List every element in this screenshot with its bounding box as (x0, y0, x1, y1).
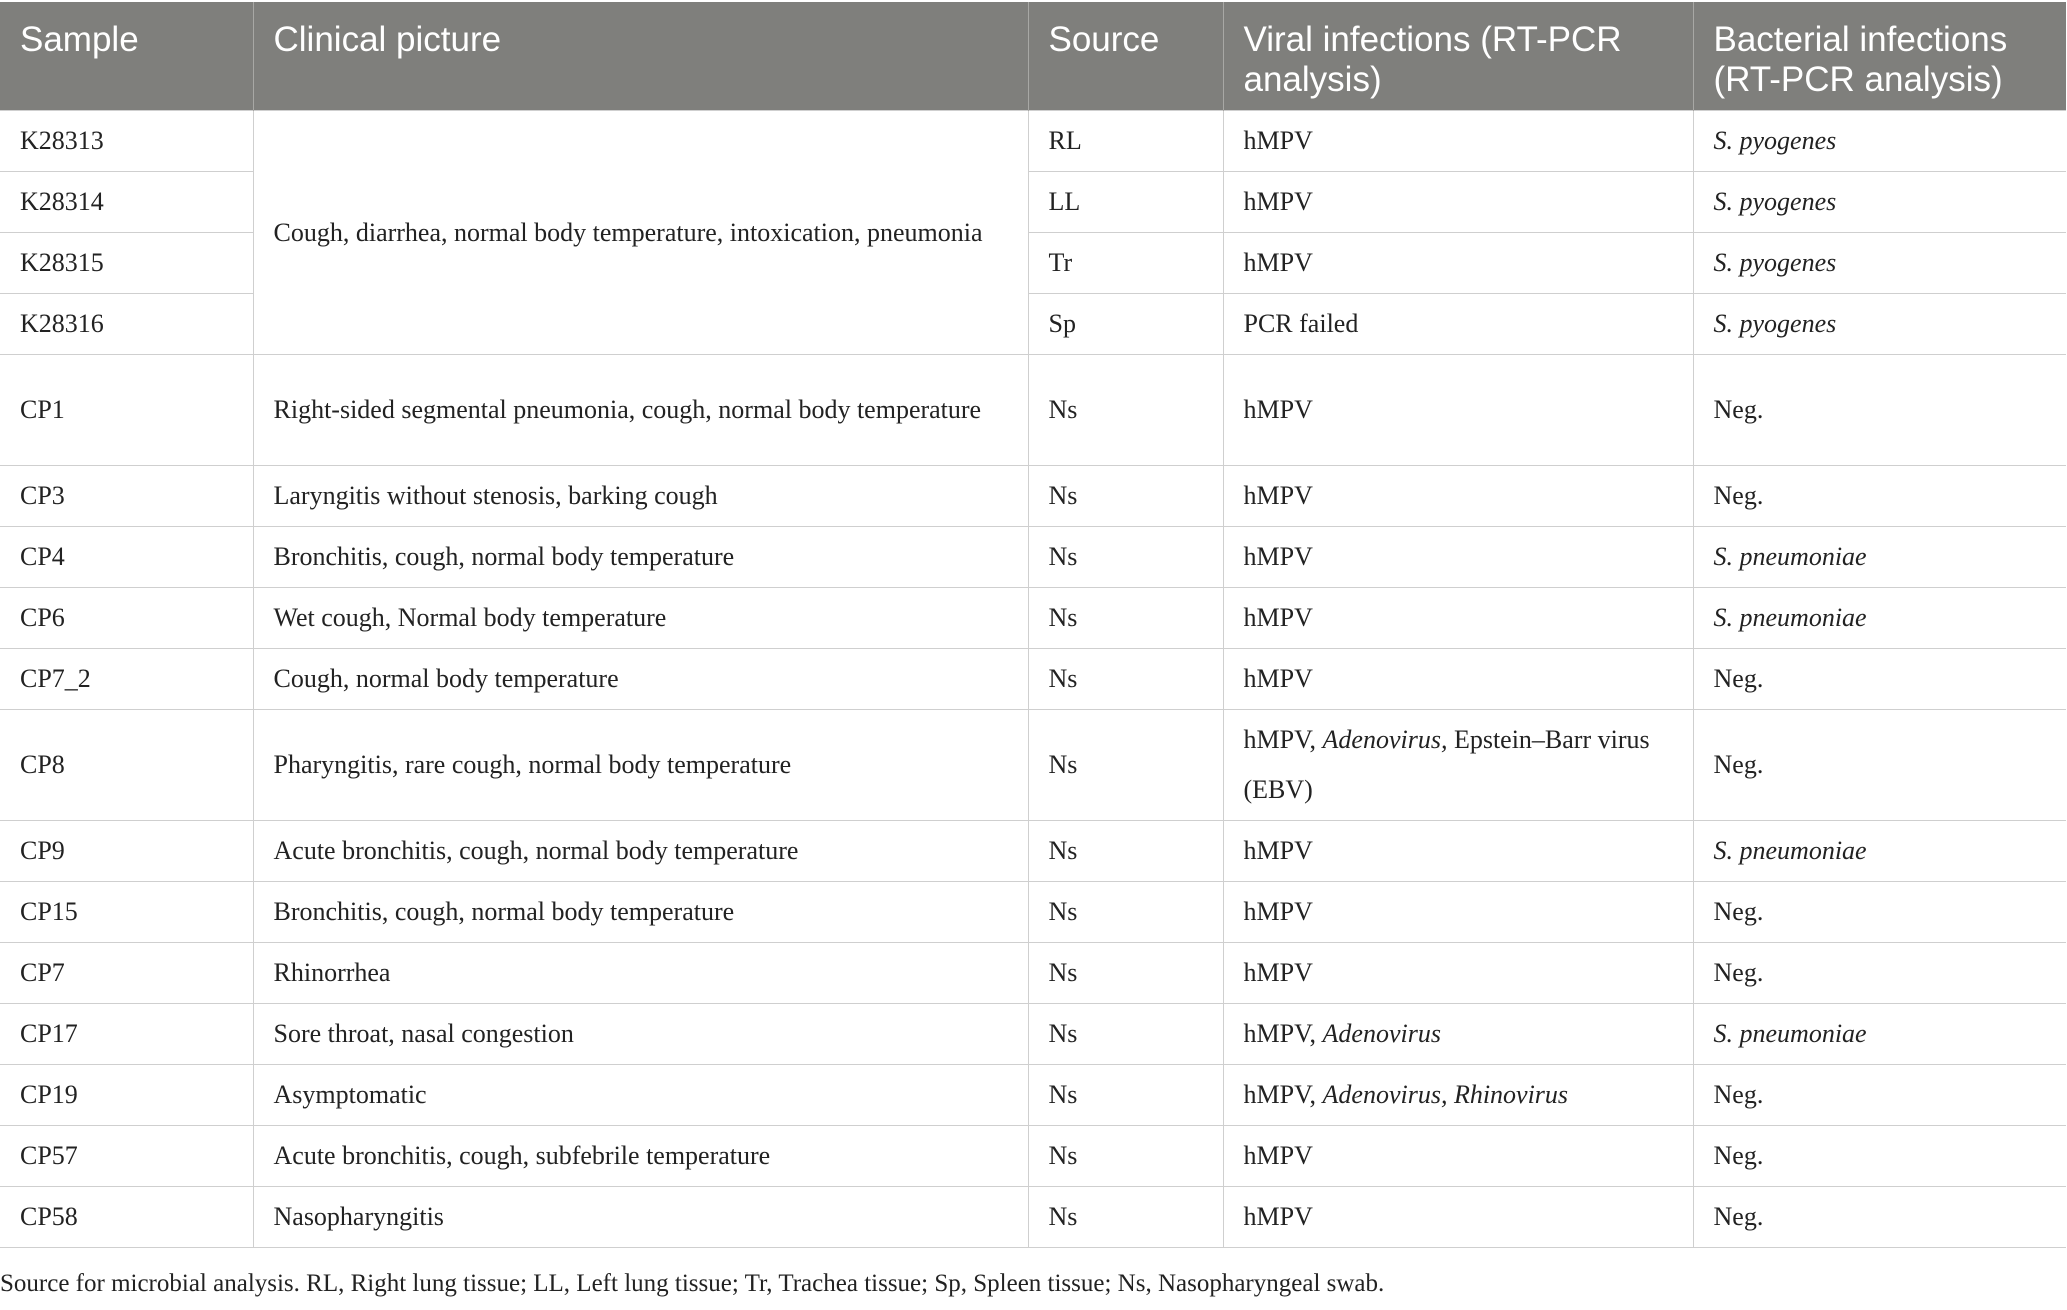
cell-bacterial: S. pyogenes (1693, 294, 2066, 355)
cell-source: Sp (1028, 294, 1223, 355)
viral-text-italic: Adenovirus, (1322, 725, 1448, 754)
cell-viral: hMPV (1223, 172, 1693, 233)
header-row (0, 2, 2066, 111)
table-row (0, 355, 2066, 466)
cell-sample: CP8 (0, 710, 253, 821)
cell-bacterial: S. pneumoniae (1693, 588, 2066, 649)
cell-source: LL (1028, 172, 1223, 233)
viral-text: hMPV, (1243, 1019, 1323, 1048)
cell-viral: PCR failed (1223, 294, 1693, 355)
cell-sample: CP7 (0, 943, 253, 1004)
cell-sample: K28314 (0, 172, 253, 233)
cell-sample: CP15 (0, 882, 253, 943)
cell-source: Ns (1028, 466, 1223, 527)
cell-viral: hMPV (1223, 882, 1693, 943)
header-bacterial-infections: Bacterial infections (RT-PCR analysis) (1693, 2, 2066, 111)
cell-clinical-picture-merged: Cough, diarrhea, normal body temperature, intoxication, pneumonia (253, 111, 1028, 355)
cell-bacterial: Neg. (1693, 943, 2066, 1004)
cell-source: Ns (1028, 588, 1223, 649)
cell-clinical-picture: Cough, normal body temperature (253, 649, 1028, 710)
table-row (0, 1187, 2066, 1248)
cell-bacterial: Neg. (1693, 1126, 2066, 1187)
cell-clinical-picture: Nasopharyngitis (253, 1187, 1028, 1248)
cell-viral: hMPV (1223, 821, 1693, 882)
cell-sample: CP6 (0, 588, 253, 649)
cell-bacterial: S. pneumoniae (1693, 1004, 2066, 1065)
viral-text-italic: Adenovirus, Rhinovirus (1322, 1080, 1569, 1109)
cell-source: RL (1028, 111, 1223, 172)
cell-source: Ns (1028, 1187, 1223, 1248)
cell-viral: hMPV (1223, 1187, 1693, 1248)
cell-clinical-picture: Asymptomatic (253, 1065, 1028, 1126)
cell-sample: CP4 (0, 527, 253, 588)
cell-source: Ns (1028, 1065, 1223, 1126)
cell-sample: CP58 (0, 1187, 253, 1248)
cell-source: Tr (1028, 233, 1223, 294)
cell-bacterial: Neg. (1693, 710, 2066, 821)
cell-viral: hMPV (1223, 588, 1693, 649)
cell-clinical-picture: Bronchitis, cough, normal body temperature (253, 882, 1028, 943)
table-row (0, 1126, 2066, 1187)
cell-sample: K28316 (0, 294, 253, 355)
table-footnote: Source for microbial analysis. RL, Right lung tissue; LL, Left lung tissue; Tr, Trachea tissue; Sp, Spleen tissue; Ns, Nasopharyngeal swab. (0, 1270, 1385, 1297)
cell-viral (1223, 710, 1693, 821)
cell-clinical-picture: Rhinorrhea (253, 943, 1028, 1004)
cell-viral: hMPV (1223, 527, 1693, 588)
cell-bacterial: S. pneumoniae (1693, 527, 2066, 588)
data-table (0, 2, 2066, 1248)
table-row (0, 710, 2066, 821)
viral-text-italic: Adenovirus (1322, 1019, 1441, 1048)
cell-viral: hMPV (1223, 466, 1693, 527)
table-row (0, 943, 2066, 1004)
cell-source: Ns (1028, 710, 1223, 821)
cell-viral: hMPV (1223, 943, 1693, 1004)
cell-clinical-picture: Acute bronchitis, cough, subfebrile temperature (253, 1126, 1028, 1187)
viral-text: Epstein–Barr virus (EBV) (1243, 725, 1650, 804)
cell-sample: CP1 (0, 355, 253, 466)
cell-clinical-picture: Bronchitis, cough, normal body temperature (253, 527, 1028, 588)
viral-text: hMPV, (1243, 725, 1323, 754)
cell-source: Ns (1028, 882, 1223, 943)
cell-bacterial: S. pyogenes (1693, 172, 2066, 233)
cell-viral: hMPV (1223, 111, 1693, 172)
table-row (0, 882, 2066, 943)
table-row (0, 1065, 2066, 1126)
cell-bacterial: Neg. (1693, 355, 2066, 466)
cell-clinical-picture: Wet cough, Normal body temperature (253, 588, 1028, 649)
cell-source: Ns (1028, 1004, 1223, 1065)
cell-bacterial: Neg. (1693, 882, 2066, 943)
cell-clinical-picture: Pharyngitis, rare cough, normal body temperature (253, 710, 1028, 821)
table-row (0, 111, 2066, 172)
cell-source: Ns (1028, 943, 1223, 1004)
cell-sample: CP7_2 (0, 649, 253, 710)
cell-bacterial: Neg. (1693, 1187, 2066, 1248)
cell-clinical-picture: Acute bronchitis, cough, normal body temperature (253, 821, 1028, 882)
table-row (0, 1004, 2066, 1065)
cell-source: Ns (1028, 527, 1223, 588)
cell-sample: CP9 (0, 821, 253, 882)
cell-viral: hMPV (1223, 1126, 1693, 1187)
cell-bacterial: Neg. (1693, 466, 2066, 527)
viral-text: hMPV, (1243, 1080, 1323, 1109)
cell-viral (1223, 1004, 1693, 1065)
cell-viral: hMPV (1223, 649, 1693, 710)
table-row (0, 466, 2066, 527)
cell-clinical-picture: Laryngitis without stenosis, barking cough (253, 466, 1028, 527)
cell-viral (1223, 1065, 1693, 1126)
cell-viral: hMPV (1223, 355, 1693, 466)
cell-bacterial: S. pyogenes (1693, 233, 2066, 294)
cell-sample: CP19 (0, 1065, 253, 1126)
cell-bacterial: S. pyogenes (1693, 111, 2066, 172)
table-row (0, 649, 2066, 710)
header-clinical-picture: Clinical picture (253, 2, 1028, 111)
cell-bacterial: Neg. (1693, 649, 2066, 710)
cell-bacterial: Neg. (1693, 1065, 2066, 1126)
cell-clinical-picture: Sore throat, nasal congestion (253, 1004, 1028, 1065)
table-row (0, 527, 2066, 588)
header-source: Source (1028, 2, 1223, 111)
header-sample: Sample (0, 2, 253, 111)
cell-sample: CP3 (0, 466, 253, 527)
header-viral-infections: Viral infections (RT-PCR analysis) (1223, 2, 1693, 111)
table-row (0, 588, 2066, 649)
cell-sample: CP57 (0, 1126, 253, 1187)
cell-source: Ns (1028, 1126, 1223, 1187)
cell-bacterial: S. pneumoniae (1693, 821, 2066, 882)
table-row (0, 821, 2066, 882)
cell-source: Ns (1028, 355, 1223, 466)
cell-clinical-picture: Right-sided segmental pneumonia, cough, normal body temperature (253, 355, 1028, 466)
cell-source: Ns (1028, 649, 1223, 710)
cell-source: Ns (1028, 821, 1223, 882)
cell-viral: hMPV (1223, 233, 1693, 294)
cell-sample: CP17 (0, 1004, 253, 1065)
cell-sample: K28313 (0, 111, 253, 172)
cell-sample: K28315 (0, 233, 253, 294)
